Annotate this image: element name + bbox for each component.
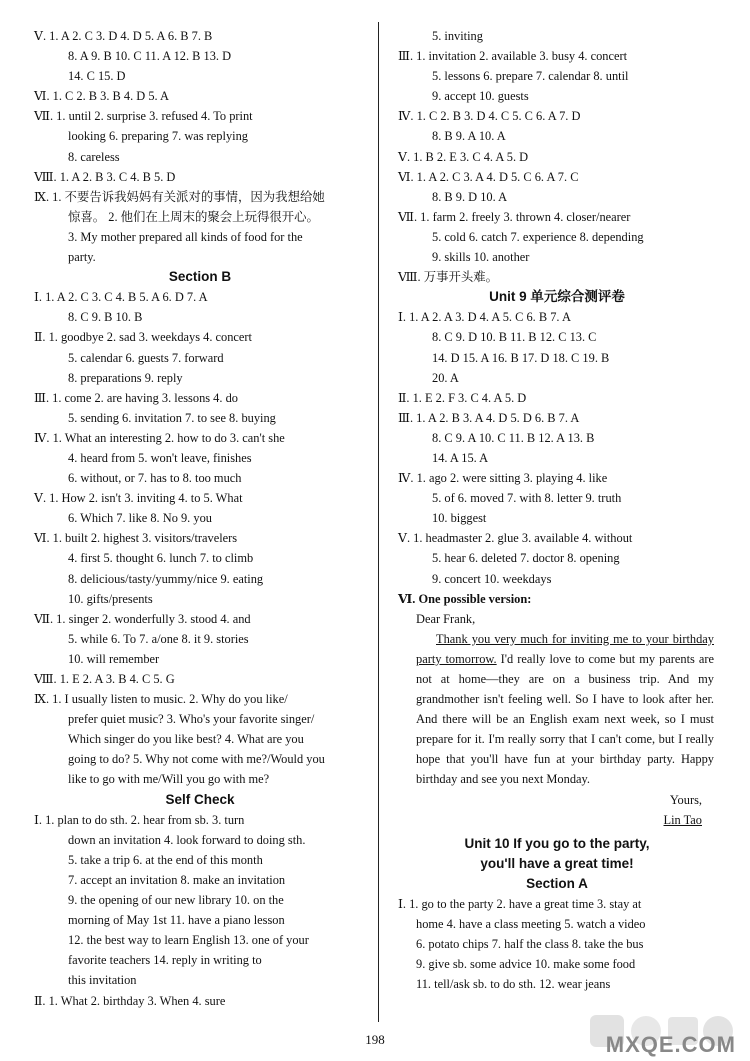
answer-line: Ⅱ. 1. goodbye 2. sad 3. weekdays 4. concert xyxy=(34,330,252,345)
column-divider xyxy=(378,22,379,1022)
letter-body xyxy=(398,629,716,790)
answer-line: 8. preparations 9. reply xyxy=(68,370,183,385)
unit10-answers xyxy=(398,894,716,994)
answer-line: Ⅷ. 1. A 2. B 3. C 4. B 5. D xyxy=(34,169,176,184)
answer-line: Ⅰ. 1. go to the party 2. have a great time 3. stay at xyxy=(398,897,642,912)
answer-line: Ⅱ. 1. What 2. birthday 3. When 4. sure xyxy=(34,993,226,1008)
answer-line: 11. tell/ask sb. to do sth. 12. wear jeans xyxy=(416,977,611,992)
answer-line: Ⅶ. 1. singer 2. wonderfully 3. stood 4. and xyxy=(34,611,251,626)
answer-line: 5. inviting xyxy=(432,29,483,43)
answer-line: 5. take a trip 6. at the end of this month xyxy=(68,852,263,867)
answer-line: morning of May 1st 11. have a piano lesson xyxy=(68,913,285,928)
section-heading: Unit 9 单元综合测评卷 xyxy=(489,289,625,305)
answer-line: Ⅲ. 1. invitation 2. available 3. busy 4. concert xyxy=(398,49,628,64)
answer-line: 5. lessons 6. prepare 7. calendar 8. until xyxy=(432,69,629,84)
answer-line: Ⅵ. 1. A 2. C 3. A 4. D 5. C 6. A 7. C xyxy=(398,169,579,184)
answer-line: 9. the opening of our new library 10. on the xyxy=(68,893,284,908)
answer-line: Ⅰ. 1. A 2. A 3. D 4. A 5. C 6. B 7. A xyxy=(398,310,571,325)
answer-line: 9. concert 10. weekdays xyxy=(432,571,552,586)
answer-line: Ⅴ. 1. A 2. C 3. D 4. D 5. A 6. B 7. B xyxy=(34,29,213,43)
answer-line: 10. gifts/presents xyxy=(68,591,153,606)
answer-line: 6. potato chips 7. half the class 8. take the bus xyxy=(416,937,644,952)
answer-line: Ⅶ. 1. farm 2. freely 3. thrown 4. closer/nearer xyxy=(398,209,631,224)
answer-line: 3. My mother prepared all kinds of food for the xyxy=(68,229,303,244)
answer-line: Ⅶ. 1. until 2. surprise 3. refused 4. To print xyxy=(34,109,253,124)
answer-line: Which singer do you like best? 4. What are you xyxy=(68,732,304,747)
answer-line: Ⅵ. 1. C 2. B 3. B 4. D 5. A xyxy=(34,89,170,104)
answer-line: 9. accept 10. guests xyxy=(432,89,529,104)
answer-line: 8. delicious/tasty/yummy/nice 9. eating xyxy=(68,571,264,586)
answer-line: Ⅱ. 1. E 2. F 3. C 4. A 5. D xyxy=(398,390,527,405)
answer-line: 5. of 6. moved 7. with 8. letter 9. truth xyxy=(432,491,622,506)
answer-line: favorite teachers 14. reply in writing to xyxy=(68,953,262,968)
answer-line: 8. careless xyxy=(68,149,120,164)
answer-line: Ⅳ. 1. C 2. B 3. D 4. C 5. C 6. A 7. D xyxy=(398,109,581,124)
answer-line: Dear Frank, xyxy=(416,611,476,626)
answer-line: Ⅰ. 1. plan to do sth. 2. hear from sb. 3. turn xyxy=(34,812,245,827)
answer-line: 10. will remember xyxy=(68,651,160,666)
answer-line: prefer quiet music? 3. Who's your favorite singer/ xyxy=(68,712,315,727)
right-answers xyxy=(398,26,716,629)
answer-line: 5. sending 6. invitation 7. to see 8. buying xyxy=(68,410,276,425)
answer-line: 8. C 9. A 10. C 11. B 12. A 13. B xyxy=(432,430,595,445)
answer-line: 10. biggest xyxy=(432,511,487,526)
answer-line: 8. B 9. D 10. A xyxy=(432,189,508,204)
answer-line: 20. A xyxy=(432,370,459,385)
answer-line: Ⅰ. 1. A 2. C 3. C 4. B 5. A 6. D 7. A xyxy=(34,290,208,305)
unit10-title-line1: Unit 10 If you go to the party, xyxy=(464,835,650,851)
answer-line: Ⅴ. 1. How 2. isn't 3. inviting 4. to 5. What xyxy=(34,491,243,506)
answer-line: 7. accept an invitation 8. make an invitation xyxy=(68,872,286,887)
answer-line: Ⅸ. 1. 不要告诉我妈妈有关派对的事情，因为我想给她 xyxy=(34,189,325,204)
right-column xyxy=(398,26,716,995)
answer-line: like to go with me/Will you go with me? xyxy=(68,772,270,787)
watermark-text: MXQE.COM xyxy=(605,1031,736,1057)
answer-line: this invitation xyxy=(68,973,137,988)
answer-line: Ⅷ. 1. E 2. A 3. B 4. C 5. G xyxy=(34,672,175,686)
answer-line: 5. hear 6. deleted 7. doctor 8. opening xyxy=(432,551,620,566)
answer-line: 14. C 15. D xyxy=(68,69,126,84)
answer-line: party. xyxy=(68,250,96,265)
answer-line: Ⅷ. 万事开头难。 xyxy=(398,270,499,285)
answer-line: 4. first 5. thought 6. lunch 7. to climb xyxy=(68,551,254,566)
letter-text: I'd really love to come but my parents are not at home—they are on a business trip. And my grandmother isn't feeling well. So I have to look after her. And there will be an English exam next week, so I must prepare for it. I'm really sorry that I can't come, but I really hope that you'll have fun at your birthday party. Happy birthday and see you next Monday. xyxy=(416,651,715,787)
answer-line: 8. C 9. D 10. B 11. B 12. C 13. C xyxy=(432,330,597,345)
letter-closing: Yours, xyxy=(669,792,702,807)
answer-line: Ⅳ. 1. What an interesting 2. how to do 3. can't she xyxy=(34,430,285,445)
answer-line: 5. calendar 6. guests 7. forward xyxy=(68,350,224,365)
answer-line: Ⅴ. 1. B 2. E 3. C 4. A 5. D xyxy=(398,149,529,164)
answer-line: going to do? 5. Why not come with me?/Would you xyxy=(68,752,325,767)
left-column xyxy=(34,26,366,1011)
answer-line: 5. while 6. To 7. a/one 8. it 9. stories xyxy=(68,631,249,646)
section-heading: Section B xyxy=(168,269,232,285)
answer-line: 9. give sb. some advice 10. make some food xyxy=(416,957,636,972)
answer-line: down an invitation 4. look forward to doing sth. xyxy=(68,832,306,847)
answer-line: 6. without, or 7. has to 8. too much xyxy=(68,471,242,486)
answer-line: Ⅵ. One possible version: xyxy=(398,591,532,606)
letter-underlined-sentence: Thank you very much for inviting me to your birthday party tomorrow. xyxy=(416,631,714,666)
page-number: 198 xyxy=(365,1032,385,1047)
answer-line: Ⅵ. 1. built 2. highest 3. visitors/travelers xyxy=(34,531,238,546)
section-a-heading: Section A xyxy=(526,875,588,891)
answer-line: 5. cold 6. catch 7. experience 8. depending xyxy=(432,229,644,244)
answer-line: Ⅸ. 1. I usually listen to music. 2. Why do you like/ xyxy=(34,692,288,707)
answer-line: 8. C 9. B 10. B xyxy=(68,310,143,325)
answer-line: 9. skills 10. another xyxy=(432,250,530,265)
answer-line: 14. D 15. A 16. B 17. D 18. C 19. B xyxy=(432,350,610,365)
answer-line: Ⅳ. 1. ago 2. were sitting 3. playing 4. like xyxy=(398,471,608,486)
answer-line: 8. A 9. B 10. C 11. A 12. B 13. D xyxy=(68,49,232,64)
letter-signature: Lin Tao xyxy=(663,812,702,827)
answer-line: home 4. have a class meeting 5. watch a video xyxy=(416,917,646,932)
answer-line: 6. Which 7. like 8. No 9. you xyxy=(68,511,212,526)
answer-line: 14. A 15. A xyxy=(432,450,489,465)
answer-line: 12. the best way to learn English 13. one of your xyxy=(68,933,309,948)
answer-line: 8. B 9. A 10. A xyxy=(432,129,506,144)
answer-line: Ⅴ. 1. headmaster 2. glue 3. available 4. without xyxy=(398,531,633,546)
answer-line: looking 6. preparing 7. was replying xyxy=(68,129,248,144)
unit10-title-line2: you'll have a great time! xyxy=(480,855,634,871)
answer-line: Ⅲ. 1. come 2. are having 3. lessons 4. do xyxy=(34,390,238,405)
answer-line: 惊喜。 2. 他们在上周末的聚会上玩得很开心。 xyxy=(68,209,319,224)
answer-line: 4. heard from 5. won't leave, finishes xyxy=(68,450,252,465)
answer-line: Ⅲ. 1. A 2. B 3. A 4. D 5. D 6. B 7. A xyxy=(398,410,580,425)
section-heading: Self Check xyxy=(165,791,235,807)
